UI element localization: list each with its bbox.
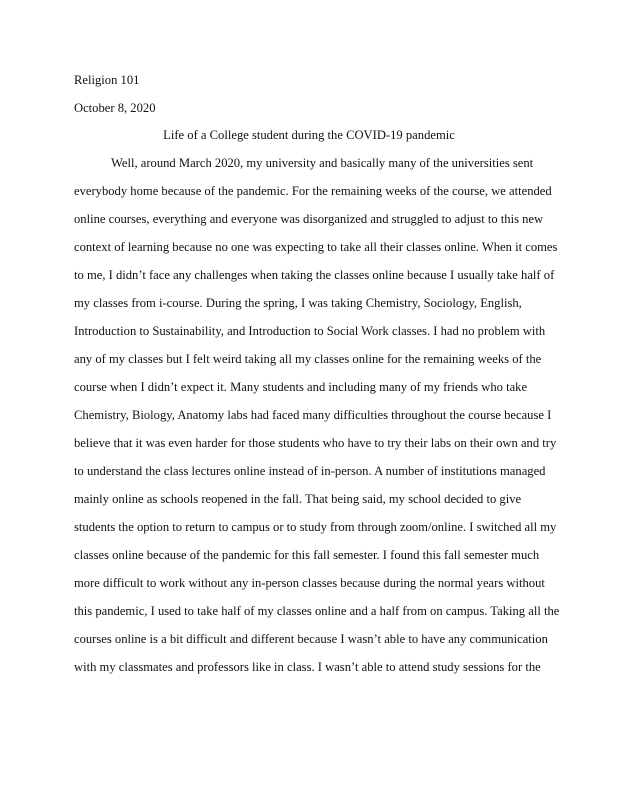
paragraph-line: courses online is a bit difficult and different because I wasn’t able to have any communication (74, 632, 548, 646)
paragraph-line: Well, around March 2020, my university and basically many of the universities sent (111, 156, 534, 170)
paragraph-line: my classes from i-course. During the spring, I was taking Chemistry, Sociology, English, (74, 296, 522, 310)
paragraph-line: more difficult to work without any in-person classes because during the normal years without (74, 576, 545, 590)
document-date: October 8, 2020 (74, 101, 156, 115)
paragraph-line: context of learning because no one was expecting to take all their classes online. When it comes (74, 240, 558, 254)
paragraph-line: mainly online as schools reopened in the fall. That being said, my school decided to give (74, 492, 522, 506)
paragraph-line: Introduction to Sustainability, and Introduction to Social Work classes. I had no problem with (74, 324, 546, 338)
paragraph-line: with my classmates and professors like in class. I wasn’t able to attend study sessions for the (74, 660, 541, 674)
paragraph-line: this pandemic, I used to take half of my classes online and a half from on campus. Taking all the (74, 604, 560, 618)
paragraph-line: course when I didn’t expect it. Many students and including many of my friends who take (74, 380, 528, 394)
course-name: Religion 101 (74, 73, 140, 87)
paragraph-line: students the option to return to campus or to study from through zoom/online. I switched all my (74, 520, 557, 534)
paragraph-line: everybody home because of the pandemic. For the remaining weeks of the course, we attended (74, 184, 552, 198)
paragraph-line: classes online because of the pandemic for this fall semester. I found this fall semester much (74, 548, 540, 562)
paragraph-line: to me, I didn’t face any challenges when taking the classes online because I usually take half of (74, 268, 555, 282)
paragraph-line: online courses, everything and everyone was disorganized and struggled to adjust to this new (74, 212, 544, 226)
paragraph-line: believe that it was even harder for those students who have to try their labs on their own and try (74, 436, 557, 450)
paragraph-line: Chemistry, Biology, Anatomy labs had faced many difficulties throughout the course because I (74, 408, 552, 422)
paragraph-line: any of my classes but I felt weird taking all my classes online for the remaining weeks of the (74, 352, 542, 366)
essay-title: Life of a College student during the COVID-19 pandemic (163, 128, 455, 142)
paragraph-line: to understand the class lectures online instead of in-person. A number of institutions managed (74, 464, 546, 478)
